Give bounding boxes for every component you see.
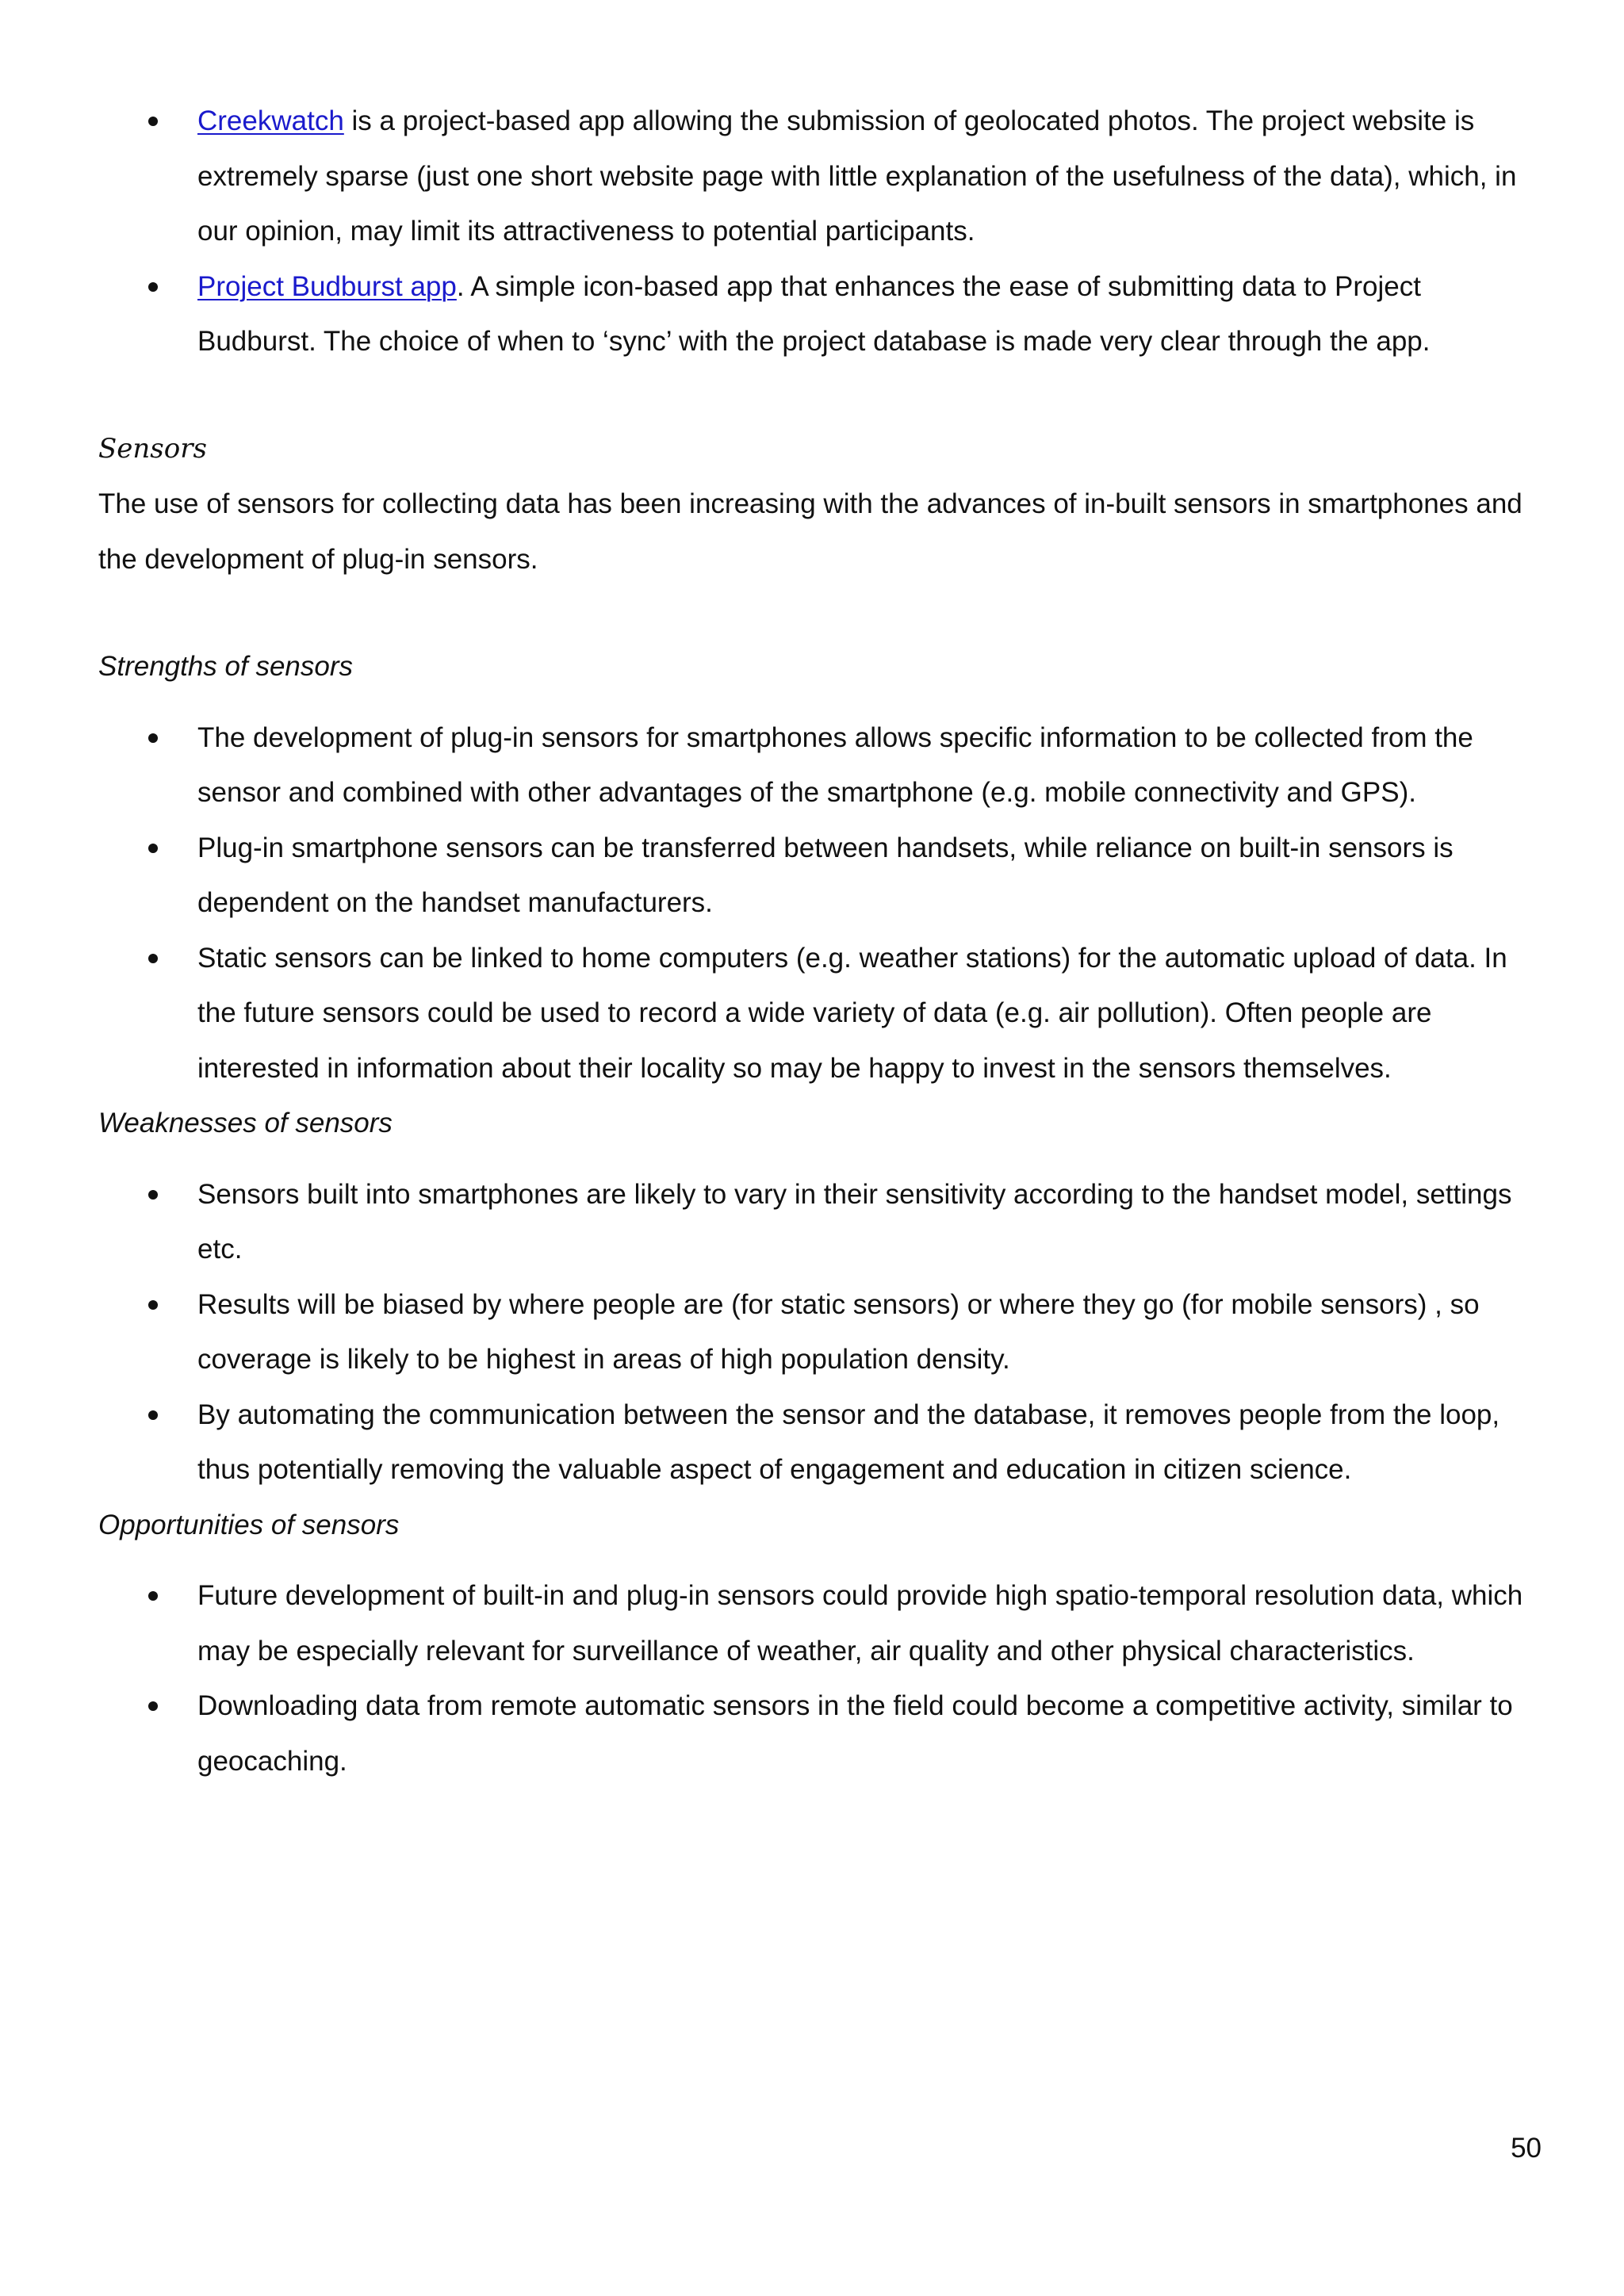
spacer (98, 695, 1542, 710)
sensors-heading: Sensors (98, 432, 207, 465)
project-budburst-link[interactable]: Project Budburst app (197, 270, 457, 302)
page-number: 50 (1511, 2133, 1542, 2164)
list-item-budburst (98, 259, 1542, 369)
creekwatch-description: is a project-based app allowing the submission of geolocated photos. The project website is extremely sparse (just one short website page with little explanation of the usefulness of the data), which, in our opinion, may limit its attractiveness to potential participants. (197, 105, 1517, 247)
spacer (98, 587, 1542, 639)
list-item: Future development of built-in and plug-in sensors could provide high spatio-temporal resolution data, which may be especially relevant for surveillance of weather, air quality and other physical characteristics. (98, 1568, 1542, 1678)
list-item: Results will be biased by where people are (for static sensors) or where they go (for mobile sensors) , so coverage is likely to be highest in areas of high population density. (98, 1277, 1542, 1387)
list-item: By automating the communication between the sensor and the database, it removes people from the loop, thus potentially removing the valuable aspect of engagement and education in citizen science. (98, 1387, 1542, 1498)
list-item-creekwatch (98, 94, 1542, 259)
strengths-heading: Strengths of sensors (98, 651, 353, 682)
weaknesses-heading: Weaknesses of sensors (98, 1108, 393, 1138)
spacer (98, 1151, 1542, 1167)
list-item: Downloading data from remote automatic sensors in the field could become a competitive activity, similar to geocaching. (98, 1678, 1542, 1789)
page-content (98, 94, 1542, 1789)
list-item: Sensors built into smartphones are likely to vary in their sensitivity according to the handset model, settings etc. (98, 1167, 1542, 1277)
sensors-paragraph: The use of sensors for collecting data has been increasing with the advances of in-built sensors in smartphones and the development of plug-in sensors. (98, 488, 1522, 575)
opportunities-heading: Opportunities of sensors (98, 1509, 400, 1540)
list-item: The development of plug-in sensors for smartphones allows specific information to be collected from the sensor and combined with other advantages of the smartphone (e.g. mobile connectivity and GPS). (98, 710, 1542, 821)
list-item: Plug-in smartphone sensors can be transferred between handsets, while reliance on built-in sensors is dependent on the handset manufacturers. (98, 821, 1542, 931)
app-list (98, 94, 1542, 369)
spacer (98, 369, 1542, 422)
spacer (98, 1552, 1542, 1568)
strengths-list (98, 710, 1542, 1096)
weaknesses-list (98, 1167, 1542, 1498)
creekwatch-link[interactable]: Creekwatch (197, 105, 344, 136)
opportunities-list (98, 1568, 1542, 1789)
budburst-description: . A simple icon-based app that enhances the ease of submitting data to Project Budburst. The choice of when to ‘sync’ with the project database is made very clear through the app. (197, 270, 1431, 357)
list-item: Static sensors can be linked to home computers (e.g. weather stations) for the automatic upload of data. In the future sensors could be used to record a wide variety of data (e.g. air pollution). Often people are interested in information about their locality so may be happy to invest in the sensors themselves. (98, 931, 1542, 1096)
